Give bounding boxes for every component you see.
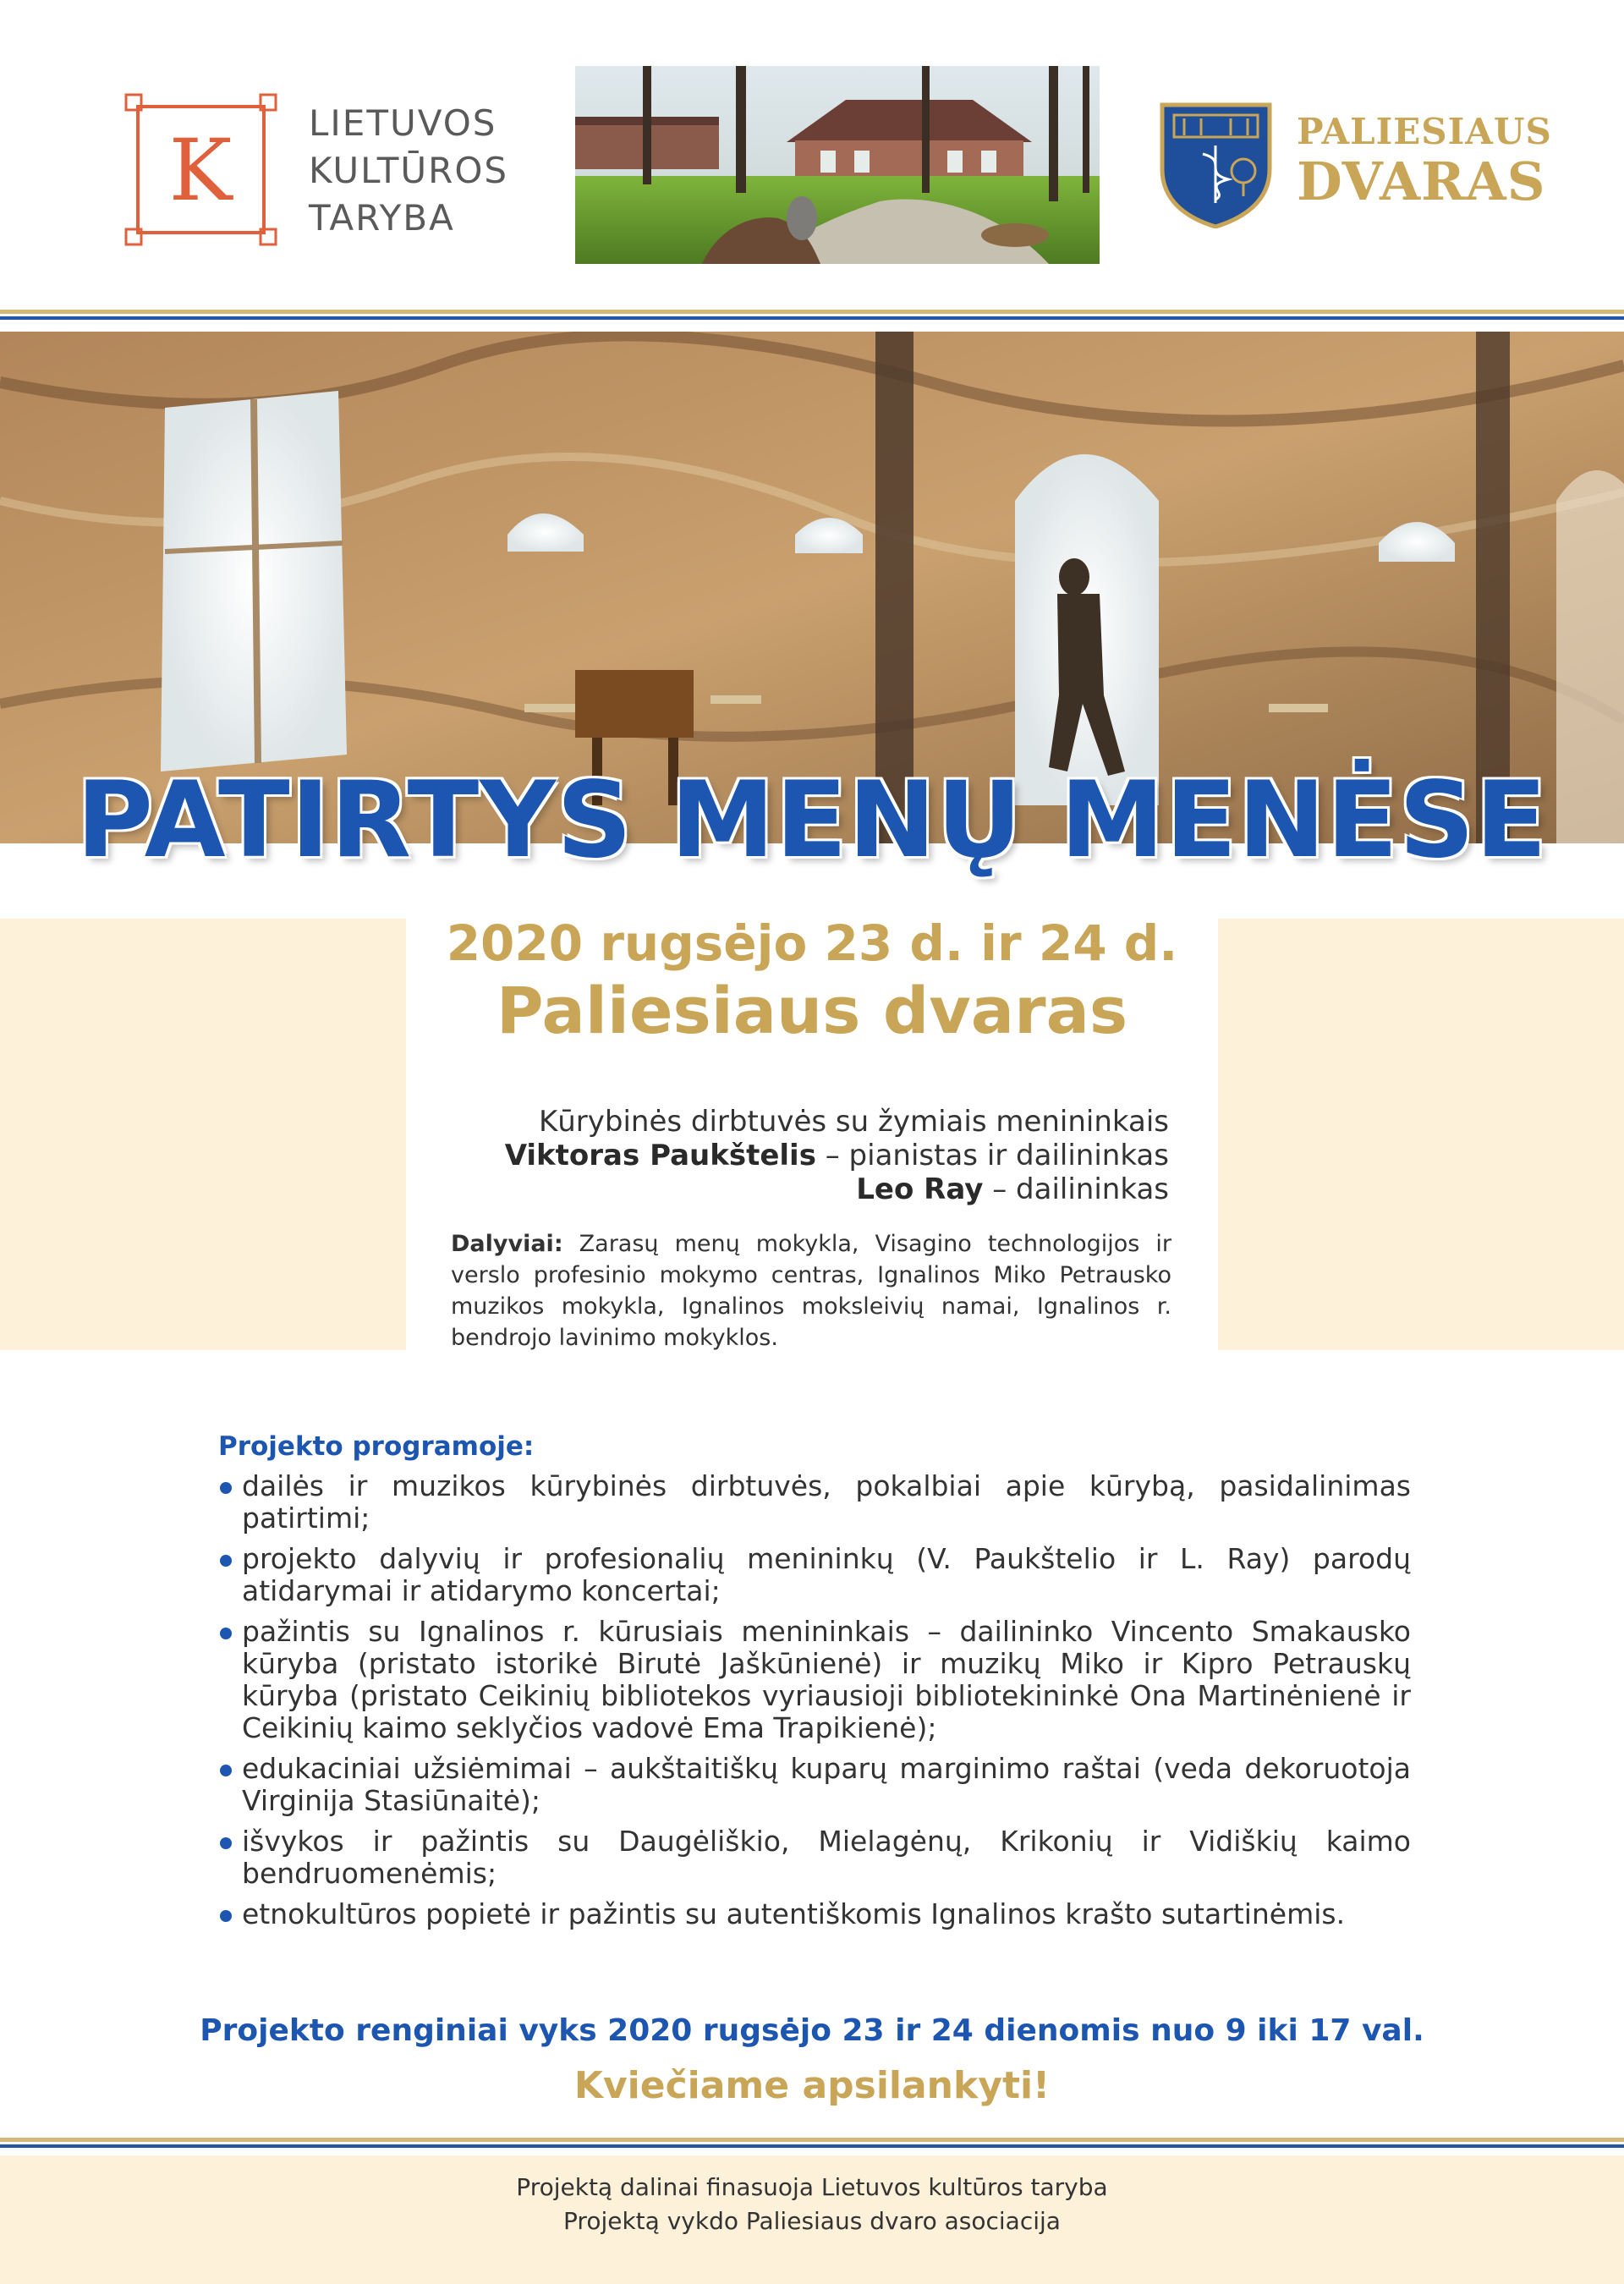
participants-text: Zarasų menų mokykla, Visagino technologijos ir verslo profesinio mokymo centras, Ignalinos Miko Petrausko muzikos mokykla, Ignalinos moksleivių namai, Ignalinos r. bendrojo lavinimo mokyklos. [451,1231,1171,1351]
bullet-icon [220,1765,232,1776]
list-item [218,1616,1411,1744]
credits [0,2171,1624,2238]
list-item [218,1753,1411,1817]
header-rule-gold [0,310,1624,314]
program-item-text: projekto dalyvių ir profesionalių menininkų (V. Paukštelio ir L. Ray) parodų atidarymai ir atidarymo koncertai; [242,1542,1411,1607]
program-item-text: etnokultūros popietė ir pažintis su autentiškomis Ignalinos krašto sutartinėmis. [242,1897,1346,1930]
event-date: 2020 rugsėjo 23 d. ir 24 d. [446,914,1178,972]
workshop-intro: Kūrybinės dirbtuvės su žymiais menininkais [538,1105,1169,1139]
paliesiaus-line-1: PALIESIAUS [1297,111,1552,152]
artist-1-role: – pianistas ir dailininkas [815,1139,1169,1172]
lkt-line-2: KULTŪROS [309,150,509,191]
header-rule-blue [0,316,1624,320]
participants-paragraph [451,1228,1171,1353]
event-venue: Paliesiaus dvaras [496,973,1128,1048]
participants-label: Dalyviai: [451,1231,563,1257]
program-title: Projekto programoje: [218,1431,535,1462]
program-item-text: išvykos ir pažintis su Daugėliškio, Mielagėnų, Krikonių ir Vidiškių kaimo bendruomenėmis; [242,1825,1411,1890]
workshop-info [406,1105,1169,1206]
schedule-text: Projekto renginiai vyks 2020 rugsėjo 23 ir 24 dienomis nuo 9 iki 17 val. [200,2013,1424,2048]
list-item [218,1470,1411,1535]
artist-2-role: – dailininkas [983,1172,1169,1206]
artist-2 [406,1172,1169,1206]
invite-text: Kviečiame apsilankyti! [573,2064,1051,2107]
bullet-icon [220,1555,232,1567]
artist-1-name: Viktoras Paukštelis [504,1139,816,1172]
program-item-text: dailės ir muzikos kūrybinės dirbtuvės, pokalbiai apie kūrybą, pasidalinimas patirtimi; [242,1469,1411,1535]
paliesiaus-crest-icon [1159,102,1273,228]
artist-2-name: Leo Ray [856,1172,984,1206]
manor-painting-image [575,66,1100,264]
list-item [218,1826,1411,1890]
hero-title: PATIRTYS MENŲ MENĖSE [76,760,1548,881]
program-item-text: edukaciniai užsiėmimai – aukštaitiškų kuparų marginimo raštai (veda dekoruotoja Virginija Stasiūnaitė); [242,1752,1411,1817]
list-item [218,1898,1411,1930]
lkt-line-1: LIETUVOS [309,102,497,144]
lkt-logo-icon [123,91,279,248]
footer-rule-blue [0,2144,1624,2148]
lkt-line-3: TARYBA [309,197,455,239]
program-item-text: pažintis su Ignalinos r. kūrusiais menininkais – dailininko Vincento Smakausko kūryba (pristato istorikė Birutė Jaškūnienė) ir muzikų Miko ir Kipro Petrauskų kūryba (pristato Ceikinių bibliotekos vyriausioji bibliotekininkė Ona Martinėnienė ir Ceikinių kaimo seklyčios vadovė Ema Trapikienė); [242,1615,1411,1744]
bullet-icon [220,1482,232,1494]
program-list [218,1470,1411,1939]
artist-1 [406,1139,1169,1172]
bullet-icon [220,1910,232,1922]
header [0,0,1624,313]
credits-line-1: Projektą dalinai finasuoja Lietuvos kultūros taryba [516,2173,1108,2201]
bullet-icon [220,1628,232,1639]
bullet-icon [220,1837,232,1849]
paliesiaus-line-2: DVARAS [1297,151,1546,212]
paliesiaus-logo-text [1297,110,1552,210]
list-item [218,1543,1411,1607]
lkt-monogram: K [168,121,233,220]
footer-rule-gold [0,2138,1624,2142]
lkt-logo-text [309,100,508,242]
credits-line-2: Projektą vykdo Paliesiaus dvaro asociacija [563,2207,1061,2235]
